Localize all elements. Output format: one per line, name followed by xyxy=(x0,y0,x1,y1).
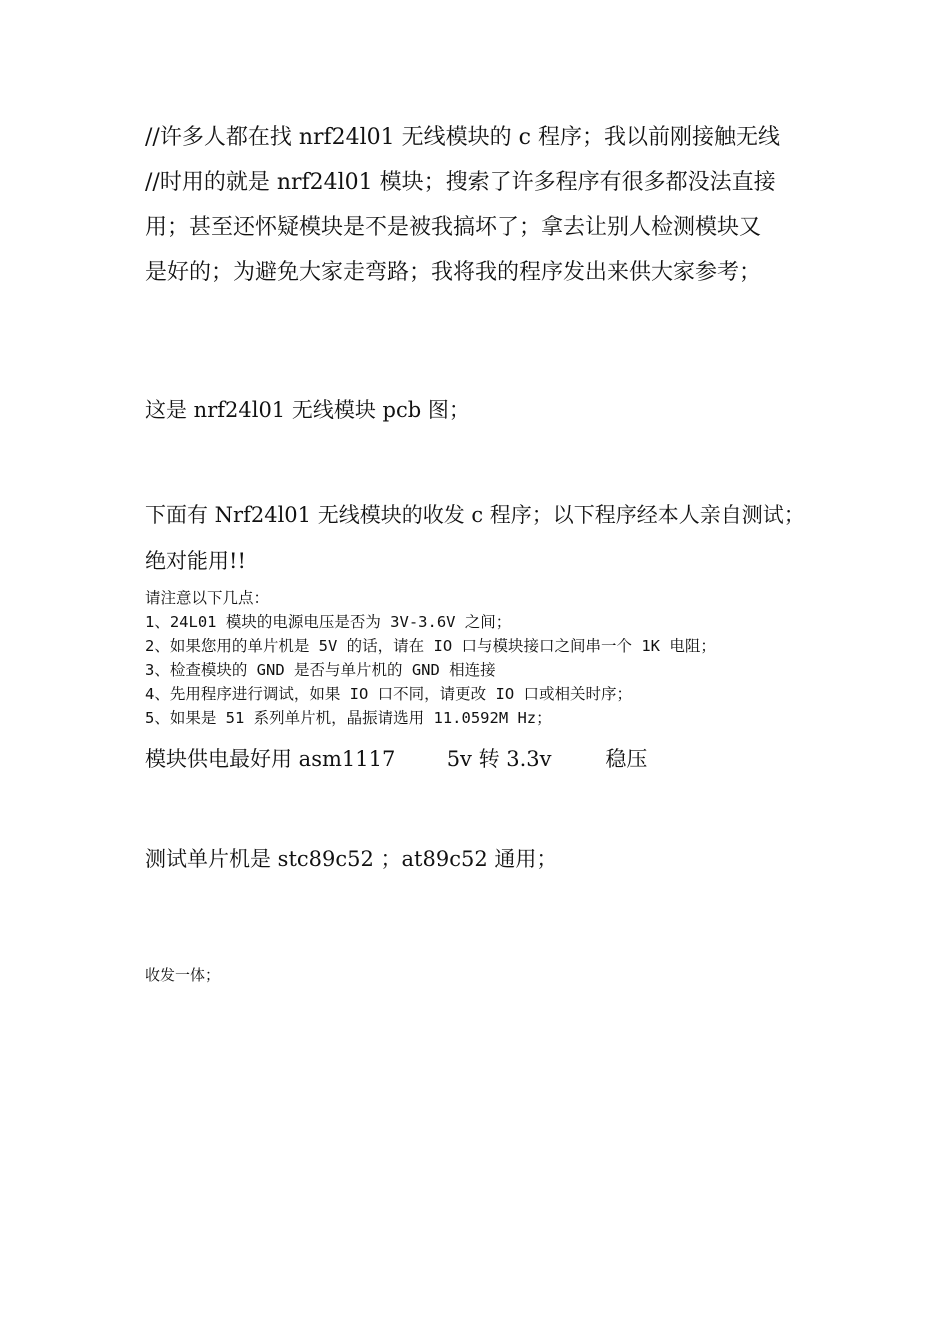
notes-list xyxy=(145,586,716,730)
intro-line: 是好的；为避免大家走弯路；我将我的程序发出来供大家参考； xyxy=(145,260,762,285)
note-item: 4、先用程序进行调试，如果 IO 口不同，请更改 IO 口或相关时序； xyxy=(145,685,632,703)
intro-paragraph xyxy=(145,115,815,295)
note-item: 3、检查模块的 GND 是否与单片机的 GND 相连接 xyxy=(145,661,496,679)
program-guarantee-line: 绝对能用!! xyxy=(145,549,246,573)
power-part-voltage: 5v 转 3.3v xyxy=(446,747,552,771)
intro-line: //时用的就是 nrf24l01 模块；搜索了许多程序有很多都没法直接 xyxy=(145,170,776,195)
program-description-line: 下面有 Nrf24l01 无线模块的收发 c 程序；以下程序经本人亲自测试； xyxy=(145,503,805,527)
intro-line: 用；甚至还怀疑模块是不是被我搞坏了；拿去让别人检测模块又 xyxy=(145,215,762,240)
pcb-caption: 这是 nrf24l01 无线模块 pcb 图； xyxy=(145,398,470,422)
note-item: 1、24L01 模块的电源电压是否为 3V-3.6V 之间； xyxy=(145,613,512,631)
intro-line: //许多人都在找 nrf24l01 无线模块的 c 程序；我以前刚接触无线 xyxy=(145,125,780,150)
note-item: 5、如果是 51 系列单片机，晶振请选用 11.0592M Hz； xyxy=(145,709,552,727)
note-item: 2、如果您用的单片机是 5V 的话，请在 IO 口与模块接口之间串一个 1K 电阻； xyxy=(145,637,716,655)
txrx-note: 收发一体； xyxy=(145,966,221,984)
notes-header: 请注意以下几点： xyxy=(145,589,270,607)
power-part-regulator: 模块供电最好用 asm1117 xyxy=(145,747,396,771)
power-supply-note xyxy=(145,743,647,775)
program-description xyxy=(145,492,805,584)
test-mcu-note: 测试单片机是 stc89c52 ；at89c52 通用； xyxy=(145,847,558,871)
power-part-stabilize: 稳压 xyxy=(605,747,648,771)
